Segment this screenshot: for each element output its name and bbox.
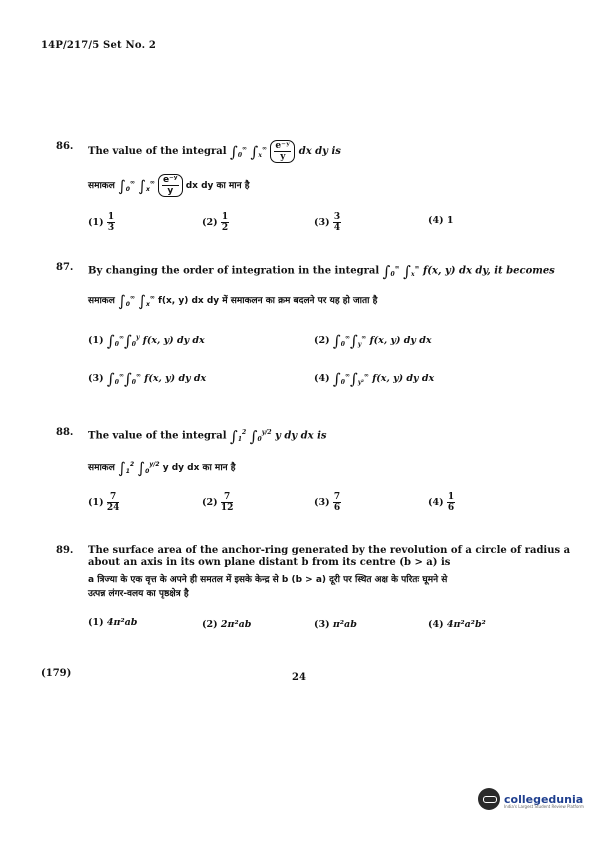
question-number: 89. bbox=[56, 545, 74, 556]
option-3[interactable]: (3) $\int_0^\infty\int_0^\infty$ f(x, y) dy dx bbox=[88, 370, 207, 389]
option-1[interactable]: (1) $\frac{7}{24}$ bbox=[88, 492, 120, 513]
question-87 bbox=[56, 255, 561, 389]
question-text-en: By changing the order of integration in the integral $\int_0^\infty$ $\int_x^\infty$ f(x, y) dx dy, it becomes bbox=[88, 262, 555, 281]
question-text-hi: समाकल $\int_0^\infty$ $\int_x^\infty$ f(x, y) dx dy में समाकलन का क्रम बदलने पर यह हो जाता है bbox=[88, 292, 378, 310]
option-3[interactable]: (3) π²ab bbox=[314, 619, 357, 630]
option-3[interactable]: (3) $\frac{3}{4}$ bbox=[314, 212, 341, 233]
option-2[interactable]: (2) $\frac{1}{2}$ bbox=[202, 212, 229, 233]
logo-mascot-icon bbox=[478, 788, 500, 810]
question-text-hi-line1: a त्रिज्या के एक वृत्त के अपने ही समतल में इसके केन्द्र से b (b > a) दूरी पर स्थित अक्ष के परितः घूमने से bbox=[88, 575, 448, 585]
question-number: 86. bbox=[56, 141, 74, 152]
question-text-en: The value of the integral $\int_0^\infty$ $\int_x^\infty$ $\frac{\text{e⁻ʸ}}{y}$ dx dy is bbox=[88, 141, 341, 162]
option-2[interactable]: (2) $\frac{7}{12}$ bbox=[202, 492, 234, 513]
option-2[interactable]: (2) 2π²ab bbox=[202, 619, 252, 630]
logo-text: collegedunia bbox=[504, 792, 584, 806]
option-1[interactable]: (1) $\frac{1}{3}$ bbox=[88, 212, 115, 233]
question-89 bbox=[56, 544, 571, 644]
option-4[interactable]: (4) $\int_0^\infty\int_{y^2}^\infty$ f(x, y) dy dx bbox=[314, 370, 435, 389]
option-3[interactable]: (3) $\frac{7}{6}$ bbox=[314, 492, 341, 513]
question-text-en-line2: about an axis in its own plane distant b from its centre (b > a) is bbox=[88, 557, 451, 568]
question-number: 88. bbox=[56, 427, 74, 438]
question-text-en-line1: The surface area of the anchor-ring generated by the revolution of a circle of radius a bbox=[88, 545, 571, 556]
option-4[interactable]: (4) 4π²a²b² bbox=[428, 619, 486, 630]
option-1[interactable]: (1) $\int_0^\infty\int_0^y$ f(x, y) dy dx bbox=[88, 332, 205, 351]
option-2[interactable]: (2) $\int_0^\infty\int_y^\infty$ f(x, y) dy dx bbox=[314, 332, 432, 351]
option-1[interactable]: (1) 4π²ab bbox=[88, 617, 138, 628]
question-88 bbox=[56, 420, 561, 525]
option-4[interactable]: (4) $\frac{1}{6}$ bbox=[428, 492, 455, 513]
option-4[interactable]: (4) 1 bbox=[428, 215, 454, 226]
question-86 bbox=[56, 132, 561, 233]
question-text-hi: समाकल $\int_1^2$ $\int_0^{y/2}$ y dy dx का मान है bbox=[88, 459, 236, 477]
page-number: 24 bbox=[292, 672, 306, 683]
question-number: 87. bbox=[56, 262, 74, 273]
footer-code: (179) bbox=[41, 668, 72, 679]
logo-tagline: India's Largest Student Review Platform bbox=[504, 804, 584, 809]
question-text-hi: समाकल $\int_0^\infty$ $\int_x^\infty$ $\frac{\text{e⁻ʸ}}{y}$ dx dy का मान है bbox=[88, 175, 250, 196]
paper-code: 14P/217/5 Set No. 2 bbox=[41, 40, 157, 51]
collegedunia-logo bbox=[478, 788, 583, 810]
question-text-en: The value of the integral $\int_1^2$ $\int_0^{y/2}$ y dy dx is bbox=[88, 427, 327, 446]
question-text-hi-line2: उत्पन्न लंगर-वलय का पृष्ठक्षेत्र है bbox=[88, 589, 189, 599]
